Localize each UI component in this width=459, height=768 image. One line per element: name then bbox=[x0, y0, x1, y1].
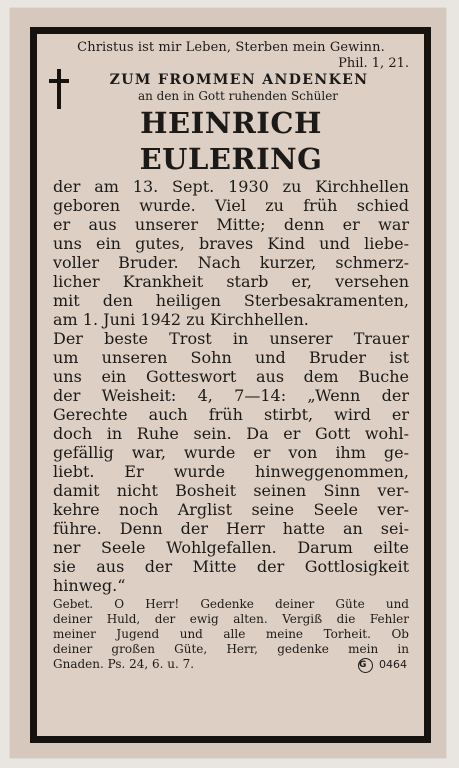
memorial-card bbox=[10, 8, 446, 758]
motto-reference: Phil. 1, 21. bbox=[338, 56, 409, 71]
body-line: uns ein Gotteswort aus dem Buche bbox=[53, 367, 409, 386]
body-line: Der beste Trost in unserer Trauer bbox=[53, 329, 409, 348]
cross-icon bbox=[49, 69, 69, 109]
prayer-text bbox=[53, 597, 409, 672]
motto: Christus ist mir Leben, Sterben mein Gewinn. bbox=[77, 40, 385, 55]
body-line: der am 13. Sept. 1930 zu Kirchhellen bbox=[53, 177, 409, 196]
body-line: hinweg.“ bbox=[53, 576, 126, 595]
body-line: Gerechte auch früh stirbt, wird er bbox=[53, 405, 409, 424]
body-line: gefällig war, wurde er von ihm ge- bbox=[53, 443, 409, 462]
body-line: voller Bruder. Nach kurzer, schmerz- bbox=[53, 253, 409, 272]
black-border-frame bbox=[30, 27, 431, 743]
publisher-mark-icon: G bbox=[358, 658, 373, 673]
body-line: geboren wurde. Viel zu früh schied bbox=[53, 196, 409, 215]
heading-row bbox=[53, 71, 409, 89]
prayer-line-last bbox=[53, 657, 409, 672]
prayer-line: Gnaden. Ps. 24, 6. u. 7. bbox=[53, 657, 195, 671]
body-line: sie aus der Mitte der Gottlosigkeit bbox=[53, 557, 409, 576]
body-line: kehre noch Arglist seine Seele ver- bbox=[53, 500, 409, 519]
body-line: damit nicht Bosheit seinen Sinn ver- bbox=[53, 481, 409, 500]
body-line: doch in Ruhe sein. Da er Gott wohl- bbox=[53, 424, 409, 443]
card-content bbox=[53, 38, 409, 672]
body-line: führe. Denn der Herr hatte an sei- bbox=[53, 519, 409, 538]
body-line: am 1. Juni 1942 zu Kirchhellen. bbox=[53, 310, 309, 329]
body-line: licher Krankheit starb er, versehen bbox=[53, 272, 409, 291]
body-line: uns ein gutes, braves Kind und liebe- bbox=[53, 234, 409, 253]
prayer-line: deiner großen Güte, Herr, gedenke mein in bbox=[53, 642, 409, 656]
body-line: liebt. Er wurde hinweggenommen, bbox=[53, 462, 409, 481]
body-line: der Weisheit: 4, 7—14: „Wenn der bbox=[53, 386, 409, 405]
publisher-code bbox=[358, 657, 407, 673]
catalog-number: 0464 bbox=[379, 658, 407, 671]
body-line: er aus unserer Mitte; denn er war bbox=[53, 215, 409, 234]
subtitle: an den in Gott ruhenden Schüler bbox=[137, 89, 339, 103]
deceased-name: HEINRICH EULERING bbox=[139, 106, 323, 176]
body-line: um unseren Sohn und Bruder ist bbox=[53, 348, 409, 367]
prayer-line: Gebet. O Herr! Gedenke deiner Güte und bbox=[53, 597, 409, 611]
prayer-line: deiner Huld, der ewig alten. Vergiß die Fehler bbox=[53, 612, 409, 626]
andenken-heading: ZUM FROMMEN ANDENKEN bbox=[109, 72, 369, 88]
body-line: mit den heiligen Sterbesakramenten, bbox=[53, 291, 409, 310]
body-text bbox=[53, 177, 409, 595]
body-line: ner Seele Wohlgefallen. Darum eilte bbox=[53, 538, 409, 557]
prayer-line: meiner Jugend und alle meine Torheit. Ob bbox=[53, 627, 409, 641]
